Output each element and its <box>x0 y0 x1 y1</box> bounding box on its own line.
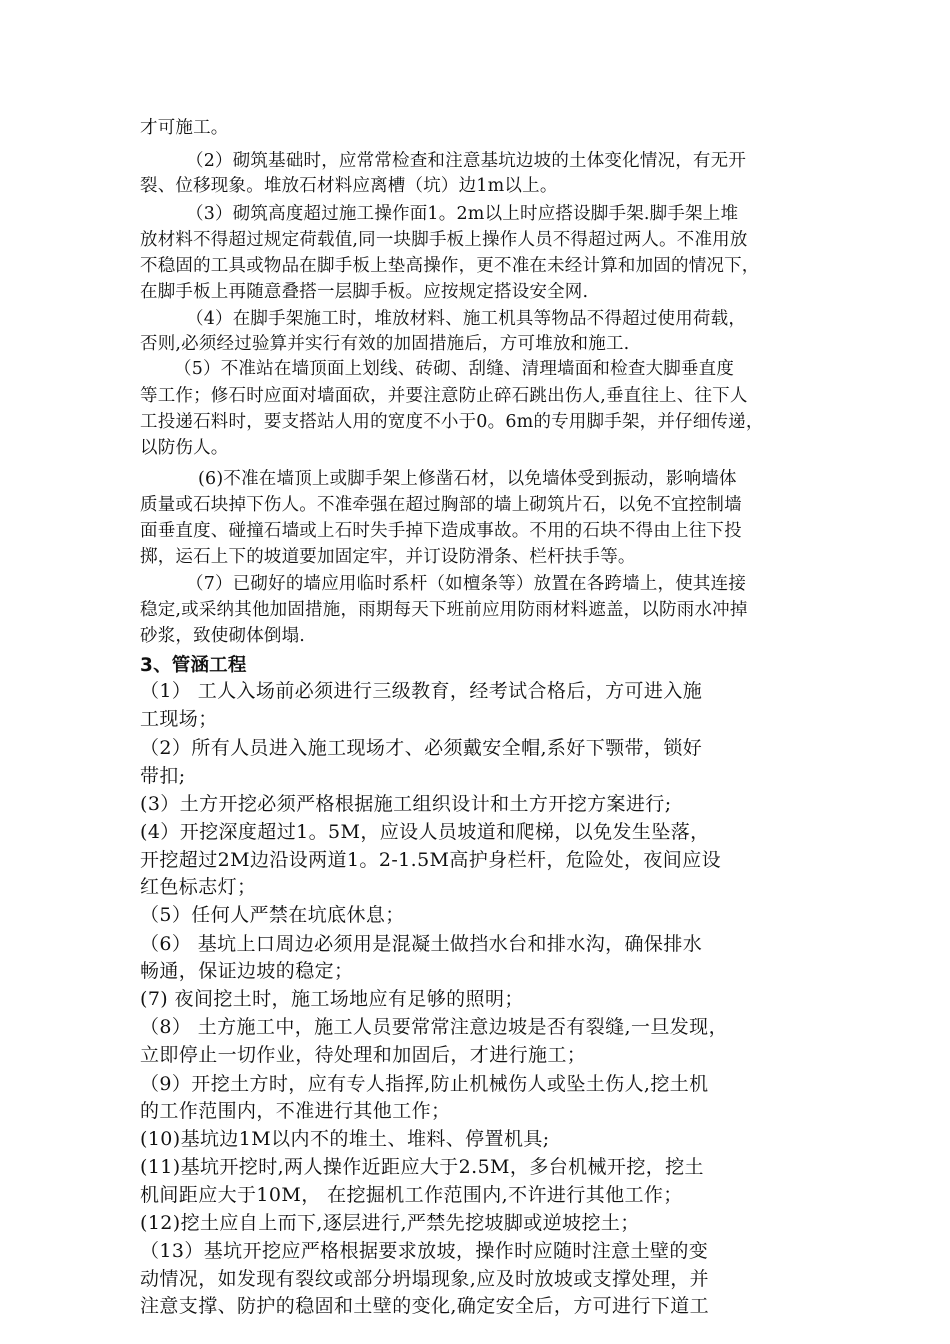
list-item-line: （1） 工人入场前必须进行三级教育，经考试合格后，方可进入施 <box>140 680 703 702</box>
list-item-line: （5）任何人严禁在坑底休息； <box>140 904 405 926</box>
list-item-line: 带扣; <box>140 765 186 787</box>
list-item-line: （13）基坑开挖应严格根据要求放坡，操作时应随时注意土壁的变 <box>140 1240 709 1262</box>
paragraph-line: 质量或石块掉下伤人。不准牵强在超过胸部的墙上砌筑片石，以免不宜控制墙 <box>140 495 742 515</box>
paragraph-line: 否则,必须经过验算并实行有效的加固措施后，方可堆放和施工. <box>140 334 630 354</box>
paragraph-line: 掷，运石上下的坡道要加固定牢，并订设防滑条、栏杆扶手等。 <box>140 547 636 567</box>
paragraph-line: 面垂直度、碰撞石墙或上石时失手掉下造成事故。不用的石块不得由上往下投 <box>140 521 742 541</box>
list-item-line: （6） 基坑上口周边必须用是混凝土做挡水台和排水沟，确保排水 <box>140 933 703 955</box>
paragraph-line: （5）不准站在墙顶面上划线、砖砌、刮缝、清理墙面和检查大脚垂直度 <box>174 359 735 379</box>
paragraph-line: (6)不准在墙顶上或脚手架上修凿石材，以免墙体受到振动，影响墙体 <box>198 469 737 489</box>
paragraph-line: 砂浆，致使砌体倒塌. <box>140 626 306 646</box>
list-item-line: 红色标志灯； <box>140 876 257 898</box>
list-item-line: （9）开挖土方时，应有专人指挥,防止机械伤人或坠土伤人,挖土机 <box>140 1073 709 1095</box>
list-item-line: 动情况，如发现有裂纹或部分坍塌现象,应及时放坡或支撑处理，并 <box>140 1268 710 1290</box>
paragraph-line: 等工作；修石时应面对墙面砍，并要注意防止碎石跳出伤人,垂直往上、往下人 <box>140 386 748 406</box>
paragraph-line: 稳定,或采纳其他加固措施，雨期每天下班前应用防雨材料遮盖，以防雨水冲掉 <box>140 600 748 620</box>
list-item-line: (11)基坑开挖时,两人操作近距应大于2.5M，多台机械开挖，挖土 <box>140 1156 704 1178</box>
list-item-line: 开挖超过2M边沿设两道1。2-1.5M高护身栏杆，危险处，夜间应设 <box>140 849 722 871</box>
list-item-line: 工现场； <box>140 708 218 730</box>
list-item-line: (10)基坑边1M以内不的堆土、堆料、停置机具; <box>140 1128 550 1150</box>
paragraph-line: （7）已砌好的墙应用临时系杆（如檀条等）放置在各跨墙上，使其连接 <box>186 574 747 594</box>
paragraph-line: 裂、位移现象。堆放石材料应离槽（坑）边1m以上。 <box>140 176 558 196</box>
paragraph-line: 以防伤人。 <box>140 438 229 458</box>
paragraph-line: 在脚手板上再随意叠搭一层脚手板。应按规定搭设安全网. <box>140 282 589 302</box>
list-item-line: （2）所有人员进入施工现场才、必须戴安全帽,系好下颚带，锁好 <box>140 737 703 759</box>
paragraph-line: 不稳固的工具或物品在脚手板上垫高操作，更不准在未经计算和加固的情况下， <box>140 256 760 276</box>
list-item-line: (7) 夜间挖土时，施工场地应有足够的照明； <box>140 988 524 1010</box>
list-item-line: (4）开挖深度超过1。5M，应设人员坡道和爬梯，以免发生坠落， <box>140 821 710 843</box>
paragraph-line: 放材料不得超过规定荷载值,同一块脚手板上操作人员不得超过两人。不准用放 <box>140 230 748 250</box>
paragraph-line: （2）砌筑基础时，应常常检查和注意基坑边坡的土体变化情况，有无开 <box>186 151 747 171</box>
list-item-line: 立即停止一切作业，待处理和加固后，才进行施工； <box>140 1044 587 1066</box>
list-item-line: 机间距应大于10M， 在挖掘机工作范围内,不许进行其他工作； <box>140 1184 683 1206</box>
list-item-line: (12)挖土应自上而下,逐层进行,严禁先挖坡脚或逆坡挖土； <box>140 1212 640 1234</box>
section-heading: 3、管涵工程 <box>140 655 247 676</box>
paragraph-line: （3）砌筑高度超过施工操作面1。2m以上时应搭设脚手架.脚手架上堆 <box>186 204 739 224</box>
list-item-line: 畅通，保证边坡的稳定； <box>140 960 354 982</box>
list-item-line: 的工作范围内，不准进行其他工作； <box>140 1100 451 1122</box>
paragraph-line: 才可施工。 <box>140 118 229 138</box>
list-item-line: （8） 土方施工中，施工人员要常常注意边坡是否有裂缝,一旦发现， <box>140 1016 728 1038</box>
paragraph-line: （4）在脚手架施工时，堆放材料、施工机具等物品不得超过使用荷载， <box>186 309 747 329</box>
paragraph-line: 工投递石料时，要支搭站人用的宽度不小于0。6m的专用脚手架，并仔细传递， <box>140 412 764 432</box>
list-item-line: 注意支撑、防护的稳固和土壁的变化,确定安全后，方可进行下道工 <box>140 1295 710 1317</box>
list-item-line: (3）土方开挖必须严格根据施工组织设计和土方开挖方案进行; <box>140 793 672 815</box>
